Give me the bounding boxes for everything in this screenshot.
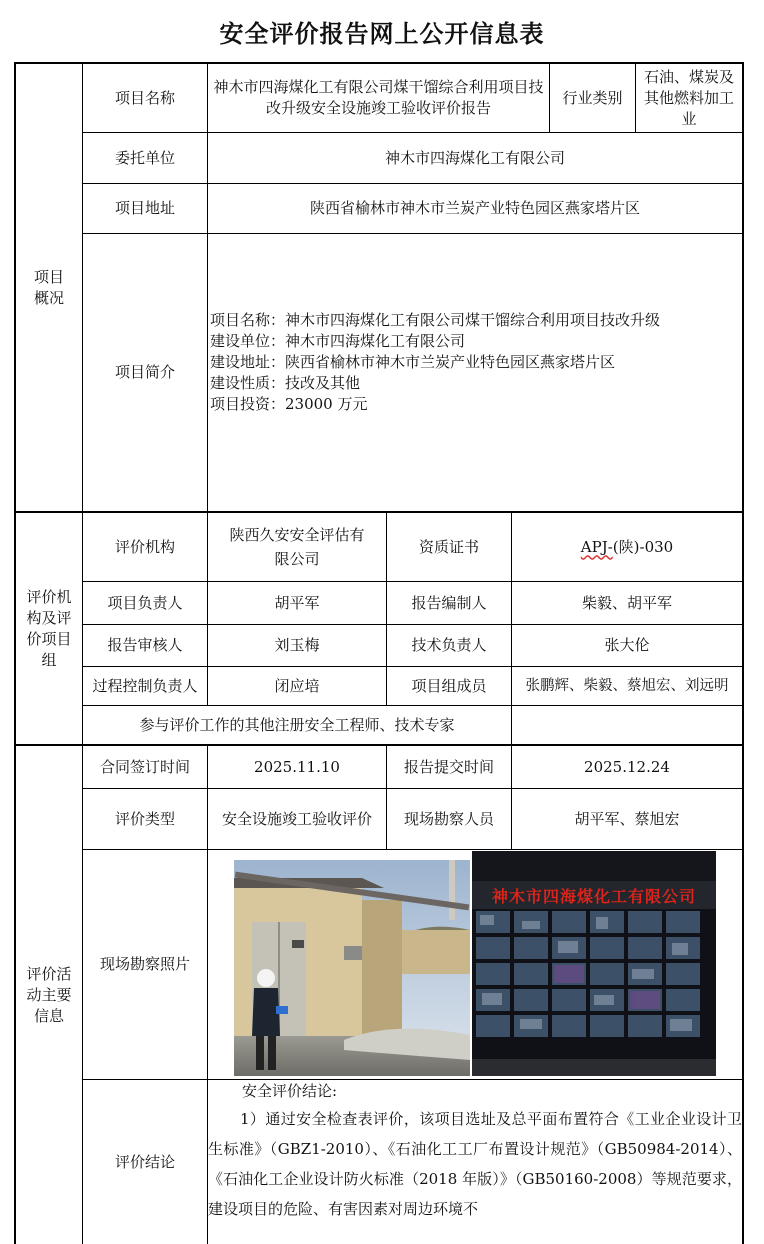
contract-label: 合同签订时间: [99, 757, 190, 776]
conclusion-body: 1）通过安全检查表评价，该项目选址及总平面布置符合《工业企业设计卫生标准》（GBZ1-2010）、《石油化工工厂布置设计规范》（GB50984-2014）、《石油化工企业设计防火标准（2018 年版）》（GB50160-2008）等规范要求，建设项目的危险、有害因素对周边环境不: [208, 1110, 742, 1218]
contract-value: 2025.11.10: [254, 757, 340, 776]
others-value: [512, 706, 742, 744]
intro-line: 建设地址：陕西省榆林市神木市兰炭产业特色园区燕家塔片区: [210, 353, 616, 371]
address-label: 项目地址: [114, 199, 175, 217]
project-name-value: 神木市四海煤化工有限公司煤干馏综合利用项目技改升级安全设施竣工验收评价报告: [213, 78, 544, 117]
intro-line: 项目名称：神木市四海煤化工有限公司煤干馏综合利用项目技改升级: [210, 311, 661, 329]
cert-label: 资质证书: [418, 537, 479, 556]
intro-line: 项目投资：23000 万元: [210, 395, 368, 413]
photo-label: 现场勘察照片: [99, 955, 190, 973]
org-label: 评价机构: [114, 537, 175, 556]
leader-value: 胡平军: [274, 593, 320, 612]
process-label: 过程控制负责人: [92, 676, 198, 695]
tech-value: 张大伦: [604, 636, 650, 654]
project-name-label: 项目名称: [114, 88, 175, 107]
writer-value: 柴毅、胡平军: [581, 593, 672, 612]
section-label-org: 评价机 构及评 价项目 组: [26, 587, 72, 669]
submit-value: 2025.12.24: [584, 757, 670, 776]
survey-label: 现场勘察人员: [403, 809, 494, 828]
cert-suffix: (陕)-030: [612, 537, 674, 556]
type-value: 安全设施竣工验收评价: [221, 809, 372, 828]
leader-label: 项目负责人: [107, 593, 183, 612]
tech-label: 技术负责人: [411, 636, 487, 654]
org-value: 陕西久安安全评估有限公司: [229, 526, 365, 568]
writer-label: 报告编制人: [411, 593, 487, 612]
intro-line: 建设性质：技改及其他: [210, 374, 361, 392]
submit-label: 报告提交时间: [403, 757, 494, 776]
process-value: 闭应培: [274, 676, 320, 695]
site-photo-building: [234, 860, 470, 1076]
industry-label: 行业类别: [562, 88, 623, 107]
cert-prefix: APJ-: [580, 537, 613, 556]
others-label: 参与评价工作的其他注册安全工程师、技术专家: [139, 715, 455, 734]
type-label: 评价类型: [114, 809, 175, 828]
cert-value: [512, 513, 742, 581]
section-label-overview: 项目 概况: [33, 267, 64, 307]
intro-label: 项目简介: [114, 363, 175, 381]
site-photo-control-room: [472, 851, 716, 1076]
section-label-activity: 评价活 动主要 信息: [26, 964, 72, 1025]
address-value: 陕西省榆林市神木市兰炭产业特色园区燕家塔片区: [309, 199, 640, 217]
reviewer-value: 刘玉梅: [274, 636, 320, 654]
reviewer-label: 报告审核人: [107, 636, 183, 654]
intro-text: [210, 310, 660, 415]
client-value: 神木市四海煤化工有限公司: [384, 148, 565, 167]
members-value: 张鹏辉、柴毅、蔡旭宏、刘远明: [525, 677, 729, 694]
survey-value: 胡平军、蔡旭宏: [574, 809, 680, 828]
conclusion-text: [208, 1080, 742, 1224]
client-label: 委托单位: [114, 148, 175, 167]
intro-line: 建设单位：神木市四海煤化工有限公司: [210, 332, 466, 350]
photo-led-banner: 神木市四海煤化工有限公司: [491, 886, 696, 906]
conclusion-label: 评价结论: [114, 1152, 175, 1171]
members-label: 项目组成员: [411, 676, 487, 695]
industry-value: 石油、煤炭及其他燃料加工业: [643, 67, 734, 128]
conclusion-heading: 安全评价结论:: [242, 1082, 338, 1100]
page-title: 安全评价报告网上公开信息表: [219, 20, 545, 48]
